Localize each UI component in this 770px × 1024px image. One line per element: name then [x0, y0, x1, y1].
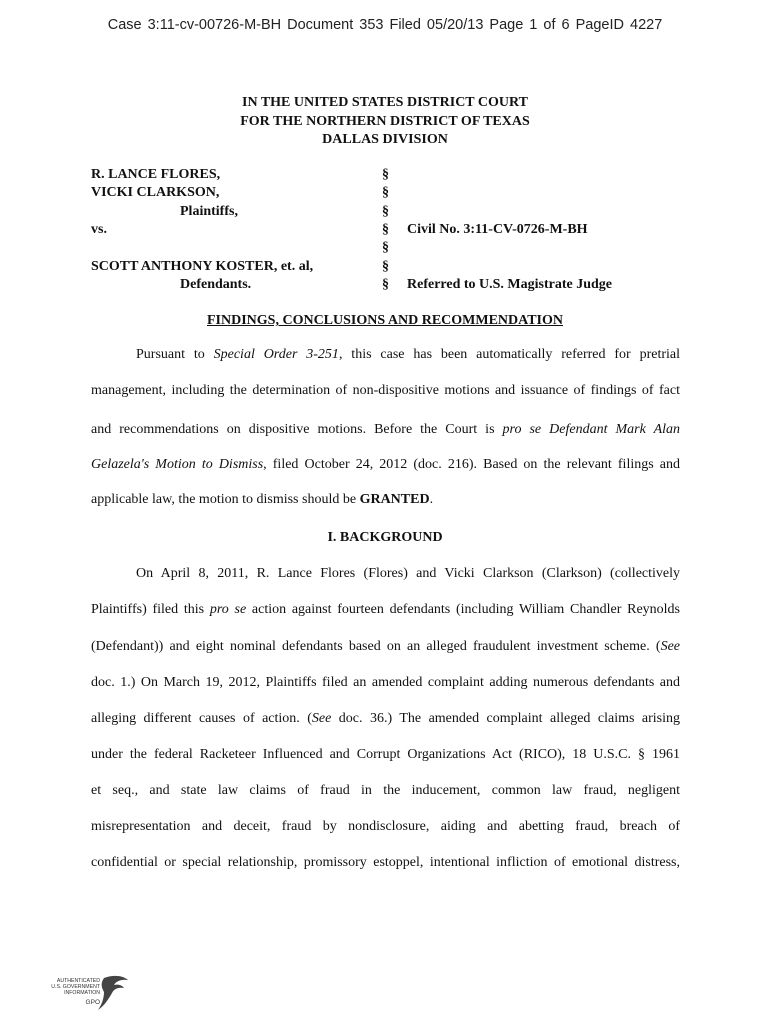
court-title-line1: IN THE UNITED STATES DISTRICT COURT [242, 95, 528, 110]
caption-defendants-label: Defendants. [180, 277, 252, 292]
findings-heading: FINDINGS, CONCLUSIONS AND RECOMMENDATION [207, 313, 563, 328]
text-run: , filed October 24, 2012 (doc. 216). Based on the relevant filings and [263, 457, 680, 472]
case-header-stamp: Case 3:11-cv-00726-M-BH Document 353 Filed 05/20/13 Page 1 of 6 PageID 4227 [107, 17, 663, 33]
section-symbol: § [382, 277, 389, 292]
citation-italic: Special Order 3-251 [213, 347, 339, 362]
section-symbol: § [382, 185, 389, 200]
text-run: Plaintiffs) filed this [91, 602, 210, 617]
para1-line1 [136, 347, 680, 363]
para2-line5 [91, 711, 680, 727]
para2-line8: misrepresentation and deceit, fraud by nondisclosure, aiding and abetting fraud, breach of [91, 819, 680, 834]
para1-line4 [91, 457, 680, 473]
civil-number: Civil No. 3:11-CV-0726-M-BH [407, 222, 588, 237]
background-heading: I. BACKGROUND [327, 530, 443, 545]
section-symbol: § [382, 204, 389, 219]
section-symbol: § [382, 167, 389, 182]
section-symbol: § [382, 222, 389, 237]
see-italic: See [660, 639, 680, 654]
caption-plaintiff1: R. LANCE FLORES, [91, 167, 221, 182]
logo-line1: AUTHENTICATED [56, 978, 100, 984]
para2-line2 [91, 602, 680, 618]
text-run: (Defendant)) and eight nominal defendants based on an alleged fraudulent investment scheme. ( [91, 639, 661, 654]
section-symbol: § [382, 240, 389, 255]
para1-line2: management, including the determination of non-dispositive motions and issuance of findings of fact [91, 383, 680, 398]
motion-name-italic: Gelazela's Motion to Dismiss [91, 457, 264, 472]
para2-line3 [91, 639, 680, 655]
text-run: , this case has been automatically referred for pretrial [338, 347, 681, 362]
caption-vs: vs. [91, 222, 107, 237]
court-title-line2: FOR THE NORTHERN DISTRICT OF TEXAS [240, 113, 530, 129]
text-run: . [429, 492, 434, 507]
caption-plaintiff2: VICKI CLARKSON, [91, 185, 220, 200]
text-run: Pursuant to [136, 347, 214, 362]
para2-line4: doc. 1.) On March 19, 2012, Plaintiffs filed an amended complaint adding numerous defendants and [91, 675, 680, 690]
logo-line4: GPO [85, 999, 100, 1006]
pro-se-italic: pro se [209, 602, 247, 617]
see-italic: See [311, 711, 332, 726]
caption-plaintiffs-label: Plaintiffs, [180, 204, 238, 219]
para2-line6: under the federal Racketeer Influenced and Corrupt Organizations Act (RICO), 18 U.S.C. § 1961 [91, 747, 680, 762]
logo-line2: U.S. GOVERNMENT [51, 984, 100, 990]
ruling-bold: GRANTED [359, 492, 430, 507]
section-symbol: § [382, 259, 389, 274]
para1-line3 [91, 422, 680, 438]
text-run: alleging different causes of action. ( [91, 711, 312, 726]
text-run: applicable law, the motion to dismiss should be [91, 492, 360, 507]
para2-line7: et seq., and state law claims of fraud in the inducement, common law fraud, negligent [91, 783, 680, 798]
para2-line9: confidential or special relationship, promissory estoppel, intentional infliction of emotional distress, [91, 855, 680, 870]
gpo-authenticated-logo [42, 972, 132, 1012]
text-run: and recommendations on dispositive motions. Before the Court is [91, 422, 503, 437]
para2-line1: On April 8, 2011, R. Lance Flores (Flores) and Vicki Clarkson (Clarkson) (collectively [136, 566, 680, 581]
text-run: action against fourteen defendants (including William Chandler Reynolds [246, 602, 680, 617]
referral-note: Referred to U.S. Magistrate Judge [407, 277, 613, 292]
logo-line3: INFORMATION [64, 990, 100, 996]
para1-line5 [91, 492, 680, 508]
court-title-line3: DALLAS DIVISION [322, 132, 448, 147]
eagle-icon [98, 976, 128, 1010]
text-run: doc. 36.) The amended complaint alleged claims arising [331, 711, 680, 726]
court-title [0, 94, 770, 150]
caption-defendant: SCOTT ANTHONY KOSTER, et. al, [91, 259, 314, 274]
motion-name-italic: pro se Defendant Mark Alan [502, 422, 681, 437]
